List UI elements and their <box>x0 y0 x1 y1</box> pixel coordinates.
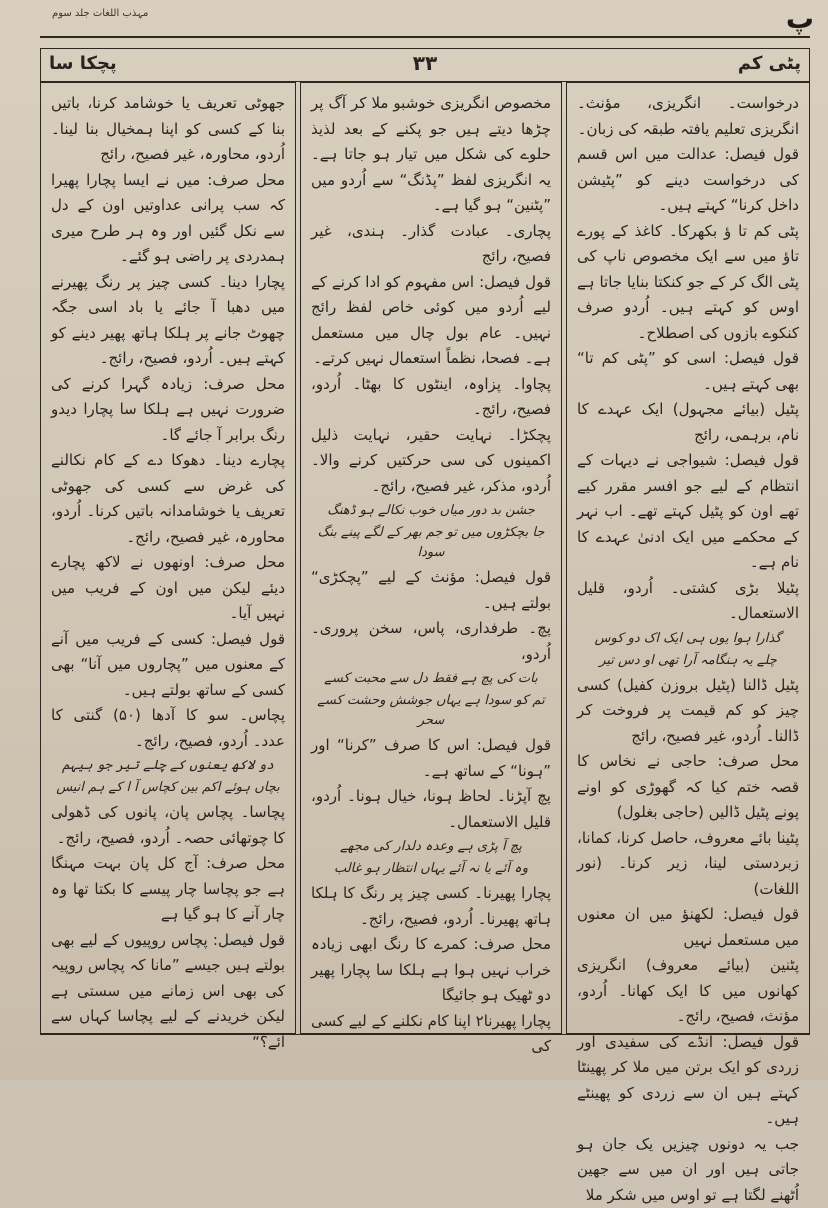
entry-block: پچاسا۔ پچاس پان، پانوں کی ڈھولی کا چوتھائی حصہ۔ اُردو، فصیح، رائج۔ <box>51 800 285 851</box>
verse-line: جا بچکڑوں میں تو جم بھر کے لگے پینے بنگ سودا <box>311 523 551 563</box>
book-title: مہذب اللغات جلد سوم <box>52 8 148 19</box>
entry-block: قول فیصل: لکھنؤ میں ان معنوں میں مستعمل نہیں <box>577 902 799 953</box>
page-header <box>40 48 810 82</box>
entry-block: پٹیل (بیائے مجہول) ایک عہدے کا نام، برہمی، رائج <box>577 397 799 448</box>
entry-block: پٹیل ڈالنا (پٹیل بروزن کفیل) کسی چیز کو کم قیمت پر فروخت کر ڈالنا۔ اُردو، غیر فصیح، رائج <box>577 673 799 750</box>
entry-block: پچارا دینا۔ کسی چیز پر رنگ پھیرنے میں دھبا آ جائے یا باد اسی جگہ چھوٹ جانے پر ہلکا ہاتھ پھیر دینے کو کہتے ہیں۔ اُردو، فصیح، رائج۔ <box>51 270 285 372</box>
entry-block: قول فیصل: اسی کو ”پٹی کم تا“ بھی کہتے ہیں۔ <box>577 346 799 397</box>
entry-block: قول فیصل: شیواجی نے دیہات کے انتظام کے لیے جو افسر مقرر کیے تھے اون کو پٹیل کہتے تھے۔ اب نہر کے محکمے میں ایک ادنیٰ عہدے کا نام ہے۔ <box>577 448 799 576</box>
entry-block: پچاری۔ عبادت گذار۔ ہندی، غیر فصیح، رائج <box>311 219 551 270</box>
column-right <box>566 82 810 1034</box>
entry-block: قول فیصل: کسی کے فریب میں آنے کے معنوں میں ”پچاروں میں آنا“ بھی کسی کے ساتھ بولتے ہیں۔ <box>51 627 285 704</box>
entry-block: پچ۔ طرفداری، پاس، سخن پروری۔ اُردو، <box>311 616 551 667</box>
entry-block: محل صرف: کمرے کا رنگ ابھی زیادہ خراب نہیں ہوا ہے ہلکا سا پچارا پھیر دو ٹھیک ہو جائیگا <box>311 932 551 1009</box>
entry-block: قول فیصل: انڈے کی سفیدی اور زردی کو ایک برتن میں ملا کر پھینٹا کہتے ہیں ان سے زردی کو پھینٹے ہیں۔ <box>577 1030 799 1132</box>
entry-block: پچاس۔ سو کا آدھا (۵۰) گنتی کا عدد۔ اُردو، فصیح، رائج۔ <box>51 703 285 754</box>
verse-line: جشن بد دور میاں خوب نکالے ہو ڈھنگ <box>311 501 551 521</box>
entry-block: محل صرف: میں نے ایسا پچارا پھیرا کہ سب پرانی عداوتیں اون کے دل سے نکل گئیں اور وہ ہر طرح میری ہمدردی پر راضی ہو گئے۔ <box>51 168 285 270</box>
page-number: ۳۳ <box>413 51 437 75</box>
verse-line: بچاں ہوئے اکم بین کچاس آ ا کے ہم انیس <box>51 778 285 798</box>
entry-block: پچارا پھیرنا۔ کسی چیز پر رنگ کا ہلکا ہاتھ پھیرنا۔ اُردو، فصیح، رائج۔ <box>311 881 551 932</box>
verse-line: گذارا ہوا یوں ہی ایک اک دو کوس <box>577 629 799 649</box>
catchword-right: پٹی کم <box>738 53 801 74</box>
entry-block: قول فیصل: اس مفہوم کو ادا کرنے کے لیے اُردو میں کوئی خاص لفظ رائج نہیں۔ عام بول چال میں مستعمل ہے۔ فصحا، نظماً استعمال نہیں کرتے۔ <box>311 270 551 372</box>
entry-block: قول فیصل: پچاس روپیوں کے لیے بھی بولتے ہیں جیسے ”مانا کہ پچاس روپیہ کی بھی اس زمانے میں سستی ہے لیکن خریدنے کے لیے پچاسا کہاں سے آئے؟“ <box>51 928 285 1056</box>
entry-block: پچکڑا۔ نہایت حقیر، نہایت ذلیل اکمینوں کی سی حرکتیں کرنے والا۔ اُردو، مذکر، غیر فصیح، رائج۔ <box>311 423 551 500</box>
entry-block: پٹینا بائے معروف، حاصل کرنا، کمانا، زبردستی لینا، زیر کرنا۔ (نور اللغات) <box>577 826 799 903</box>
entry-block: پٹنین (بیائے معروف) انگریزی کھانوں میں کا ایک کھانا۔ اُردو، مؤنث، فصیح، رائج۔ <box>577 953 799 1030</box>
entry-block: پچارا پھیرنا۲ اپنا کام نکلنے کے لیے کسی کی <box>311 1009 551 1060</box>
entry-block: محل صرف: آج کل پان بہت مہنگا ہے جو پچاسا چار پیسے کا بکتا تھا وہ چار آنے کا ہو گیا ہے <box>51 851 285 928</box>
verse-line: وہ آئے یا نہ آئے یہاں انتظار ہو غالب <box>311 859 551 879</box>
bottom-rule <box>40 1034 810 1035</box>
entry-block: محل صرف: اونھوں نے لاکھ پچارے دیئے لیکن میں اون کے فریب میں نہیں آیا۔ <box>51 550 285 627</box>
column-middle <box>300 82 562 1034</box>
entry-block: پٹی کم تا ؤ بکھرکا۔ کاغذ کے پورے تاؤ میں سے ایک مخصوص ناپ کی پٹی الگ کر کے جو کنکتا بنایا جاتا ہے اوس کو کہتے ہیں۔ اُردو صرف کنکوے بازوں کی اصطلاح۔ <box>577 219 799 347</box>
entry-block: پٹیلا بڑی کشتی۔ اُردو، قلیل الاستعمال۔ <box>577 576 799 627</box>
catchword-left: پچکا سا <box>49 53 117 74</box>
entry-block: مخصوص انگریزی خوشبو ملا کر آگ پر چڑھا دیتے ہیں جو پکنے کے بعد لذیذ حلوے کی شکل میں تیار ہو جاتا ہے۔ یہ انگریزی لفظ ”پڈنگ“ سے اُردو میں ”پٹنین“ ہو گیا ہے۔ <box>311 91 551 219</box>
entry-block: قول فیصل: مؤنث کے لیے ”پچکڑی“ بولتے ہیں۔ <box>311 565 551 616</box>
entry-block: جب یہ دونوں چیزیں یک جان ہو جاتی ہیں اور ان میں سے جھین اُٹھنے لگتا ہے تو اوس میں شکر ملا <box>577 1132 799 1208</box>
entry-block: پچارے دینا۔ دھوکا دے کے کام نکالنے کی غرض سے کسی کی جھوٹی تعریف یا خوشامدانہ باتیں کرنا۔ اُردو، محاورہ، غیر فصیح، رائج۔ <box>51 448 285 550</box>
entry-block: قول فیصل: عدالت میں اس قسم کی درخواست دینے کو ”پٹیشن داخل کرنا“ کہتے ہیں۔ <box>577 142 799 219</box>
entry-block: محل صرف: زیادہ گہرا کرنے کی ضرورت نہیں ہے ہلکا سا پچارا دیدو رنگ برابر آ جائے گا۔ <box>51 372 285 449</box>
verse-line: چلے یہ ہنگامہ آرا تھی او دس تیر <box>577 651 799 671</box>
verse-line: پچ آ پڑی ہے وعدہ دلدار کی مجھے <box>311 837 551 857</box>
entry-block: جھوٹی تعریف یا خوشامد کرنا، باتیں بنا کے کسی کو اپنا ہمخیال بنا لینا۔ اُردو، محاورہ، غیر فصیح، رائج <box>51 91 285 168</box>
verse-line: تم کو سودا ہے یہاں جوشش وحشت کسے سحر <box>311 691 551 731</box>
entry-block: پچاوا۔ پزاوہ، اینٹوں کا بھٹا۔ اُردو، فصیح، رائج۔ <box>311 372 551 423</box>
entry-block: پچ آپڑنا۔ لحاظ ہونا، خیال ہونا۔ اُردو، قلیل الاستعمال۔ <box>311 784 551 835</box>
entry-block: محل صرف: حاجی نے نخاس کا قصہ ختم کیا کہ گھوڑی کو اونے پونے پٹیل ڈالیں (حاجی بغلول) <box>577 749 799 826</box>
entry-block: درخواست۔ انگریزی، مؤنث۔ انگریزی تعلیم یافتہ طبقہ کی زبان۔ <box>577 91 799 142</box>
header-rule <box>40 36 810 38</box>
entry-block: قول فیصل: اس کا صرف ”کرنا“ اور ”ہونا“ کے ساتھ ہے۔ <box>311 733 551 784</box>
column-left <box>40 82 296 1034</box>
verse-line: بات کی پچ ہے فقط دل سے محبت کسے <box>311 669 551 689</box>
section-letter: پ <box>786 2 814 35</box>
verse-line: دو لاکھ یعنوں کے چلے تیر جو ہیہم <box>51 756 285 776</box>
